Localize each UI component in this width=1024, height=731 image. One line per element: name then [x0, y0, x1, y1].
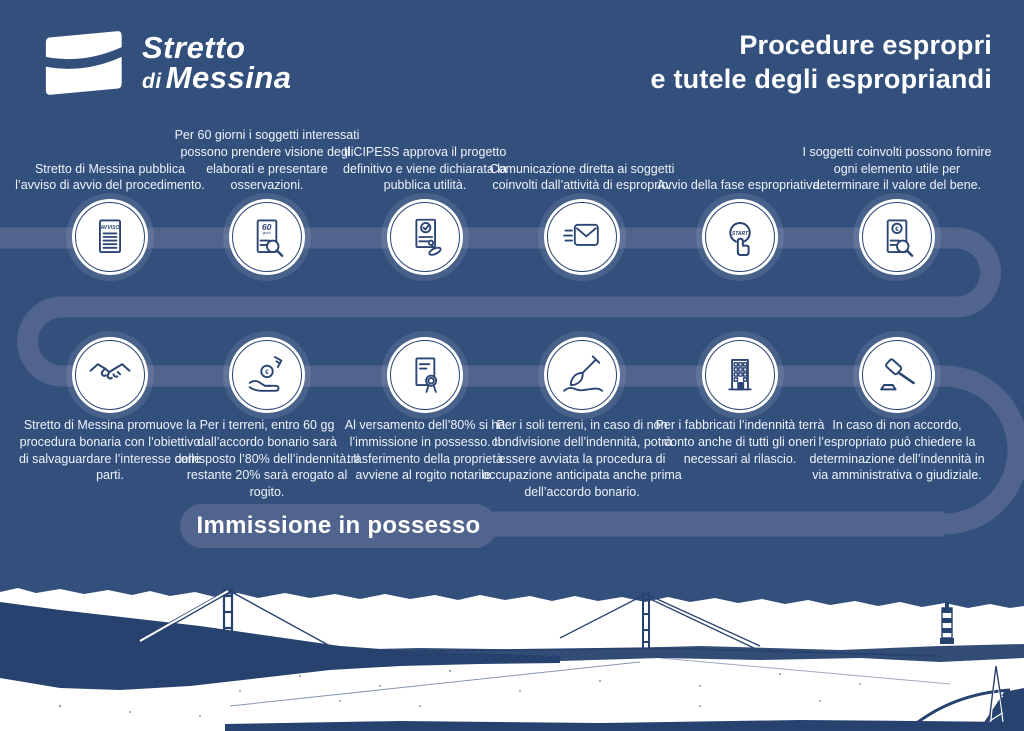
approved-project-stamp-icon — [402, 214, 448, 260]
svg-text:AVVISO: AVVISO — [100, 225, 120, 232]
step-circle-3 — [387, 199, 463, 275]
page-title-line2: e tutele degli espropriandi — [650, 64, 992, 95]
svg-text:€: € — [265, 368, 269, 376]
svg-text:giorni: giorni — [262, 231, 271, 236]
building-icon — [717, 352, 763, 398]
step-circle-12 — [859, 337, 935, 413]
step-circle-1 — [72, 199, 148, 275]
step-caption-10: Per i soli terreni, in caso di non condivisione dell’indennità, potrà essere avviata la procedura di occupazione anticipata anche prima dell’accordo bonario. — [482, 418, 682, 499]
step-caption-1: Stretto di Messina pubblica l’avviso di avvio del procedimento. — [15, 161, 205, 193]
step-caption-6: I soggetti coinvolti possono fornire ogni elemento utile per determinare il valore del bene. — [802, 144, 992, 193]
step-circle-4 — [544, 199, 620, 275]
strait-of-messina-bridge-silhouette — [0, 566, 1024, 731]
step-circle-10 — [544, 337, 620, 413]
avviso-document-icon — [87, 214, 133, 260]
logo-line1: Stretto — [142, 29, 246, 65]
document-60-days-review-icon — [244, 214, 290, 260]
start-button-icon — [717, 214, 763, 260]
step-circle-11 — [702, 337, 778, 413]
step-circle-9 — [387, 337, 463, 413]
step-caption-4: Comunicazione diretta ai soggetti coinvolti dall’attività di esproprio. — [489, 161, 675, 193]
logo-line2 — [142, 60, 292, 95]
step-circle-6 — [859, 199, 935, 275]
logo-di: di — [142, 70, 162, 93]
immissione-banner — [180, 504, 497, 548]
step-caption-8: Per i terreni, entro 60 gg dall’accordo bonario sarà corrisposto l’80% dell’indennità. Il restante 20% sarà erogato al rogito. — [174, 418, 360, 499]
step-caption-5: Avvio della fase espropriativa. — [657, 178, 823, 193]
step-circle-8 — [229, 337, 305, 413]
page-title-line1: Procedure espropri — [739, 30, 992, 60]
logo-text — [142, 29, 292, 95]
logo — [42, 30, 292, 96]
step-circle-2 — [229, 199, 305, 275]
mail-sent-icon — [559, 214, 605, 260]
euro-payment-icon — [244, 352, 290, 398]
step-circle-7 — [72, 337, 148, 413]
step-caption-2: Per 60 giorni i soggetti interessati possono prendere visione degli elaborati e presentare osservazioni. — [174, 128, 360, 193]
step-caption-12: In caso di non accordo, l’espropriato può chiedere la determinazione dell’indennità in via amministrativa o giudiziale. — [809, 418, 985, 483]
svg-text:START: START — [731, 230, 749, 237]
shovel-icon — [559, 352, 605, 398]
svg-text:€: € — [895, 225, 899, 233]
bridge-logo-icon — [42, 30, 128, 96]
step-caption-7: Stretto di Messina promuove la procedura bonaria con l’obiettivo di salvaguardare l’interesse delle parti. — [18, 418, 202, 483]
asset-value-document-icon — [874, 214, 920, 260]
logo-messina: Messina — [165, 60, 292, 95]
immissione-banner-label: Immissione in possesso — [196, 512, 481, 539]
gavel-icon — [874, 352, 920, 398]
step-caption-9: Al versamento dell’80% si ha l’immissione in possesso. Il trasferimento della proprietà avviene al rogito notarile. — [344, 418, 506, 483]
handshake-icon — [87, 352, 133, 398]
svg-text:60: 60 — [261, 221, 272, 232]
step-caption-11: Per i fabbricati l’indennità terrà conto anche di tutti gli oneri necessari al rilascio. — [655, 418, 825, 466]
step-caption-3: Il CIPESS approva il progetto definitivo e viene dichiarata la pubblica utilità. — [343, 144, 507, 193]
property-deed-icon — [402, 352, 448, 398]
step-circle-5 — [702, 199, 778, 275]
page-title — [651, 28, 992, 96]
